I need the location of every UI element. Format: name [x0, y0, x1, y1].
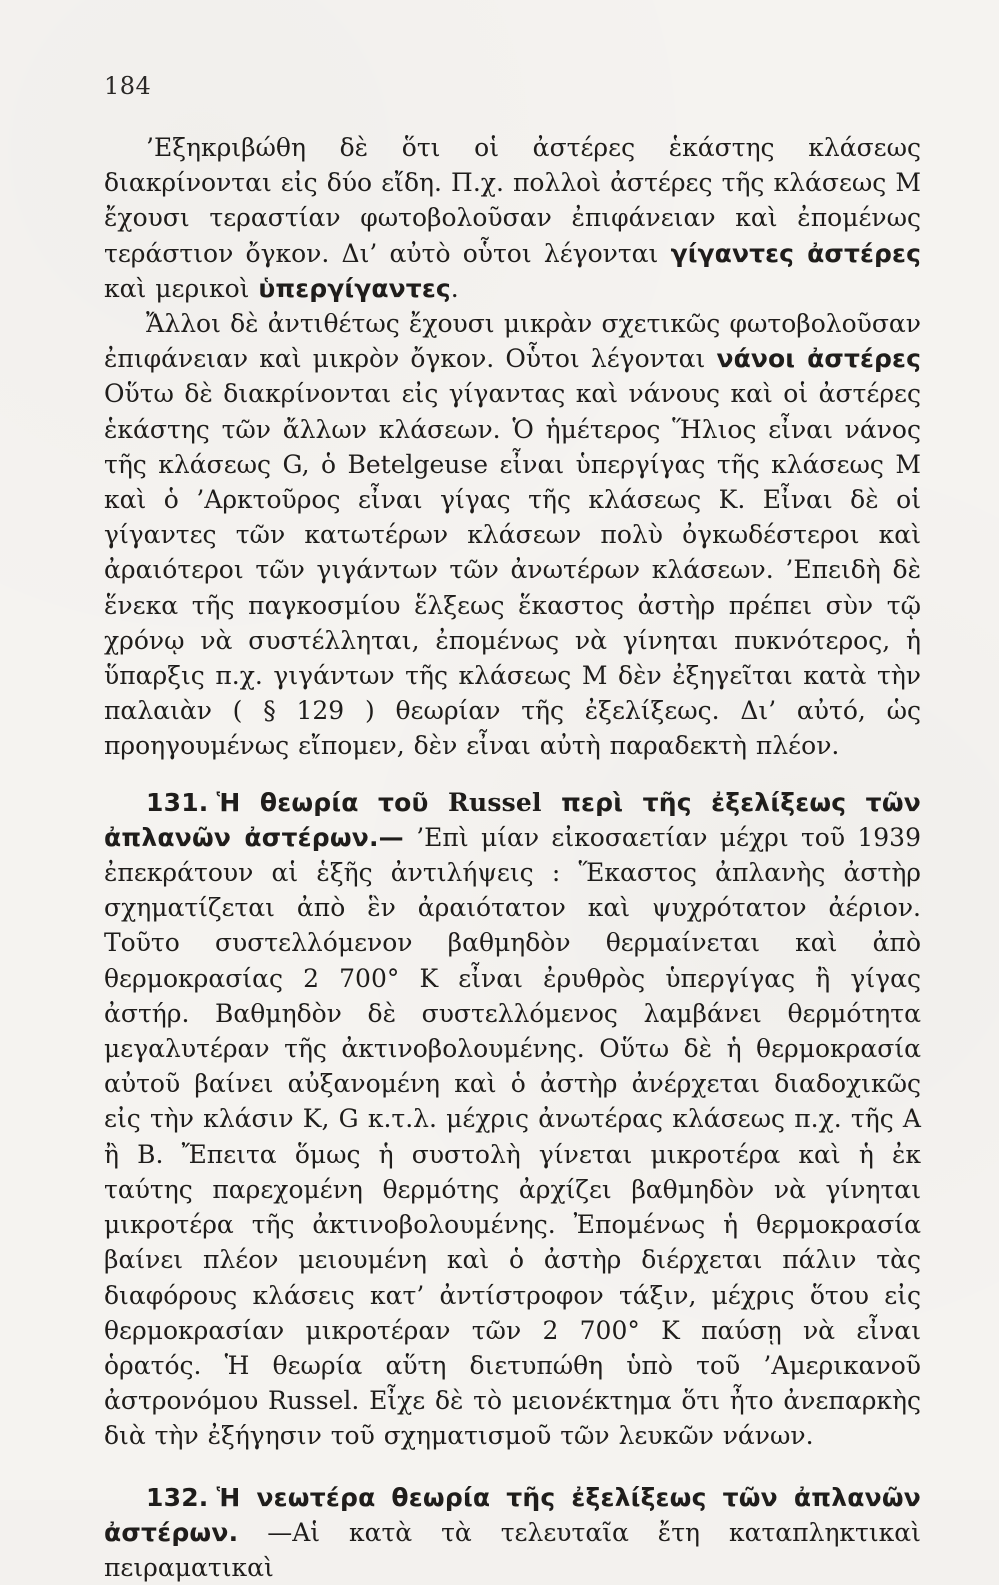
section-title-text: Ἡ νεωτέρα θεωρία τῆς ἐξελίξεως τῶν ἀπλανῶν ἀστέρων.	[104, 1482, 921, 1547]
section-131	[104, 785, 921, 1454]
section-132-text: —Αἱ κατὰ τὰ τελευταῖα ἔτη καταπληκτικαὶ πειραματικαὶ	[104, 1517, 921, 1582]
paragraph-text: .	[450, 273, 459, 303]
section-131-text: ’Επὶ μίαν εἰκοσαετίαν μέχρι τοῦ 1939 ἐπεκράτουν αἱ ἑξῆς ἀντιλήψεις : Ἕκαστος ἀπλανὴς ἀστὴρ σχηματίζεται ἀπὸ ἓν ἀραιότατον καὶ ψυχρότατον ἀέριον. Τοῦτο συστελλόμενον βαθμηδὸν θερμαίνεται καὶ ἀπὸ θερμοκρασίας 2 700° Κ εἶναι ἐρυθρὸς ὑπεργίγας ἢ γίγας ἀστήρ. Βαθμηδὸν δὲ συστελλόμενος λαμβάνει θερμότητα μεγαλυτέραν τῆς ἀκτινοβολουμένης. Οὕτω δὲ ἡ θερμοκρασία αὐτοῦ βαίνει αὐξανομένη καὶ ὁ ἀστὴρ ἀνέρχεται διαδοχικῶς εἰς τὴν κλάσιν Κ, G κ.τ.λ. μέχρις ἀνωτέρας κλάσεως π.χ. τῆς Α ἢ Β. Ἔπειτα ὅμως ἡ συστολὴ γίνεται μικροτέρα καὶ ἡ ἐκ ταύτης παρεχομένη θερμότης ἀρχίζει βαθμηδὸν νὰ γίνηται μικροτέρα τῆς ἀκτινοβολουμένης. Ἐπομένως ἡ θερμοκρασία βαίνει πλέον μειουμένη καὶ ὁ ἀστὴρ διέρχεται πάλιν τὰς διαφόρους κλάσεις κατ’ ἀντίστροφον τάξιν, μέχρις ὅτου εἰς θερμοκρασίαν μικροτέραν τῶν 2 700° Κ παύσῃ νὰ εἶναι ὁρατός. Ἡ θεωρία αὕτη διετυπώθη ὑπὸ τοῦ ’Αμερικανοῦ ἀστρονόμου Russel. Εἶχε δὲ τὸ μειονέκτημα ὅτι ἦτο ἀνεπαρκὴς διὰ τὴν ἐξήγησιν τοῦ σχηματισμοῦ τῶν λευκῶν νάνων.	[104, 822, 921, 1451]
paragraph-text: ’Εξηκριβώθη δὲ ὅτι οἱ ἀστέρες ἑκάστης κλάσεως διακρίνονται εἰς δύο εἴδη. Π.χ. πολλοὶ ἀστέρες τῆς κλάσεως Μ ἔχουσι τεραστίαν φωτοβολοῦσαν ἐπιφάνειαν καὶ ἐπομένως τεράστιον ὄγκον. Δι’ αὐτὸ οὗτοι λέγονται	[104, 133, 921, 268]
section-131-paragraph	[104, 785, 921, 1454]
term-dwarf-stars: νάνοι ἀστέρες	[716, 344, 921, 374]
term-giant-stars: γίγαντες ἀστέρες	[670, 238, 921, 268]
paragraph-text: καὶ μερικοὶ	[104, 273, 259, 303]
section-132-paragraph	[104, 1480, 921, 1585]
paragraph-text: Ἄλλοι δὲ ἀντιθέτως ἔχουσι μικρὰν σχετικῶς φωτοβολοῦσαν ἐπιφάνειαν καὶ μικρὸν ὄγκον. Οὗτοι λέγονται	[104, 309, 921, 374]
section-132	[104, 1480, 921, 1585]
section-number: 131.	[146, 787, 209, 817]
term-supergiants: ὑπεργίγαντες	[258, 273, 451, 303]
paragraph-text: Οὕτω δὲ διακρίνονται εἰς γίγαντας καὶ νάνους καὶ οἱ ἀστέρες ἑκάστης τῶν ἄλλων κλάσεων. Ὁ ἡμέτερος Ἥλιος εἶναι νάνος τῆς κλάσεως G, ὁ Betelgeuse εἶναι ὑπεργίγας τῆς κλάσεως Μ καὶ ὁ ’Αρκτοῦρος εἶναι γίγας τῆς κλάσεως Κ. Εἶναι δὲ οἱ γίγαντες τῶν κατωτέρων κλάσεων πολὺ ὀγκωδέστεροι καὶ ἀραιότεροι τῶν γιγάντων τῶν ἀνωτέρων κλάσεων. ’Επειδὴ δὲ ἕνεκα τῆς παγκοσμίου ἕλξεως ἕκαστος ἀστὴρ πρέπει σὺν τῷ χρόνῳ νὰ συστέλληται, ἐπομένως νὰ γίνηται πυκνότερος, ἡ ὕπαρξις π.χ. γιγάντων τῆς κλάσεως Μ δὲν ἐξηγεῖται κατὰ τὴν παλαιὰν ( § 129 ) θεωρίαν τῆς ἐξελίξεως. Δι’ αὐτό, ὡς προηγουμένως εἴπομεν, δὲν εἶναι αὐτὴ παραδεκτὴ πλέον.	[104, 379, 921, 761]
paragraph-giants-supergiants	[104, 130, 921, 306]
page-number: 184	[104, 72, 152, 100]
section-title-text: περὶ τῆς ἐξελίξεως τῶν ἀπλανῶν ἀστέρων.—	[104, 787, 921, 852]
paragraph-dwarfs	[104, 306, 921, 764]
section-number: 132.	[146, 1482, 209, 1512]
section-title-name: Russel	[448, 787, 542, 817]
section-title-text: Ἡ θεωρία τοῦ	[216, 787, 448, 817]
